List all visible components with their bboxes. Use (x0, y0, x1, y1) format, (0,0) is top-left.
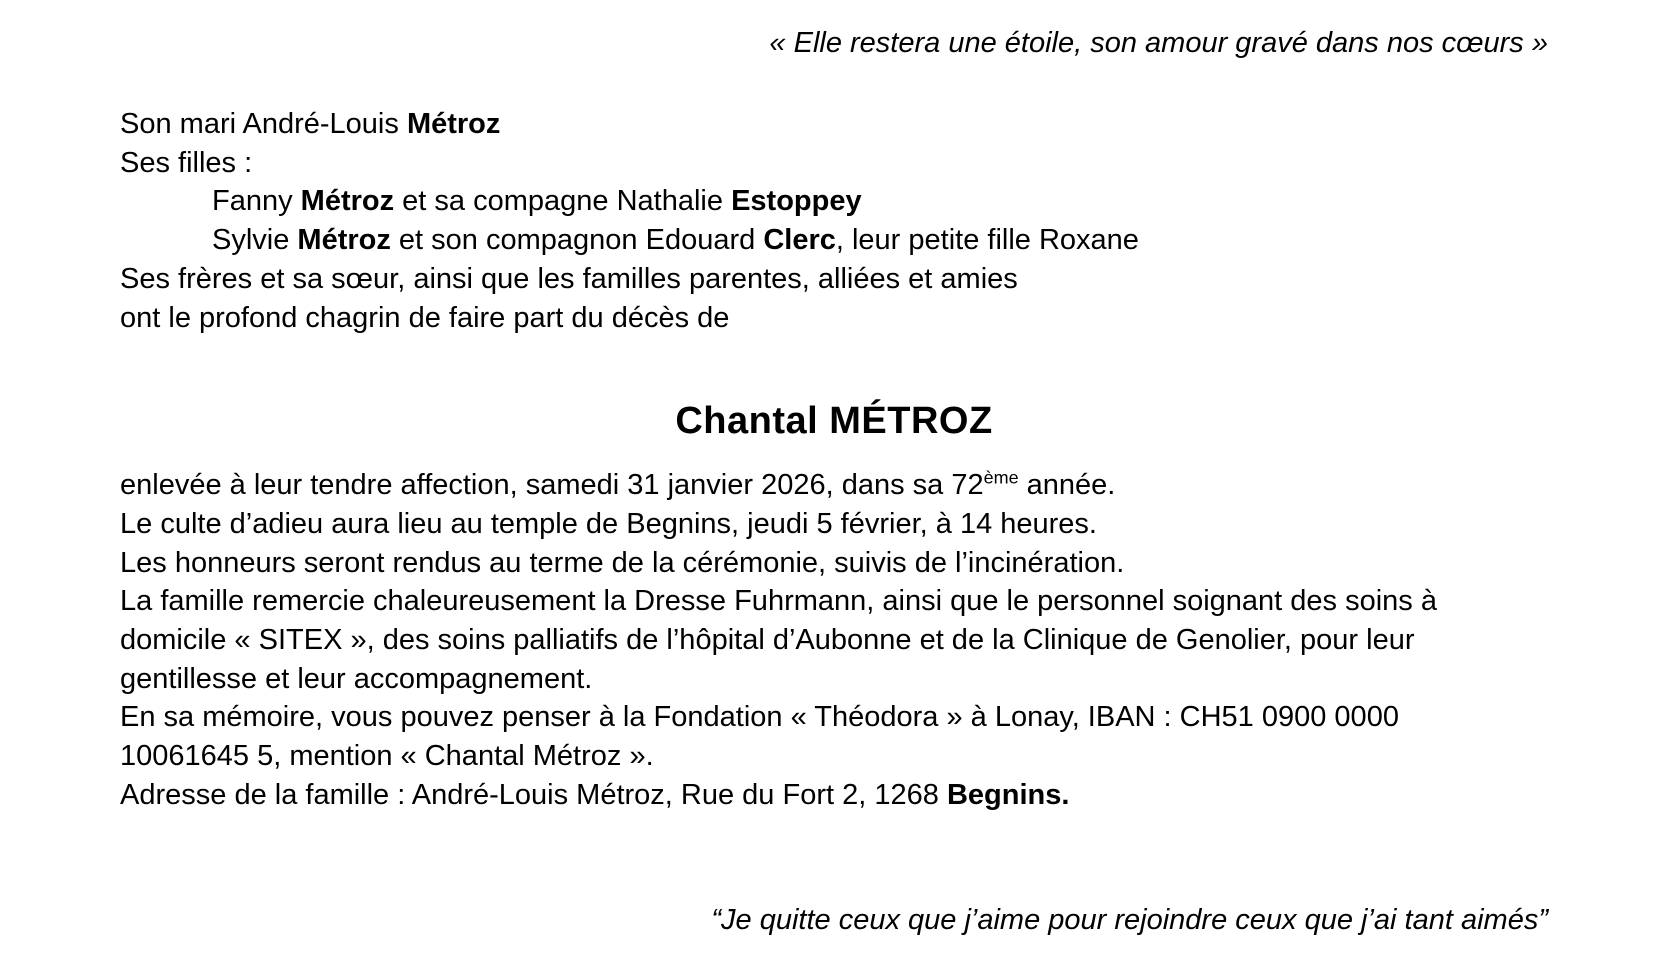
text-line (120, 182, 1548, 221)
text-run: enlevée à leur tendre affection, samedi 31 janvier 2026, dans sa 72 (120, 469, 984, 502)
text-run: 10061645 5, mention « Chantal Métroz ». (120, 740, 654, 773)
text-line (120, 544, 1548, 583)
text-line (120, 105, 1548, 144)
text-line (120, 582, 1548, 621)
superscript-run: ème (983, 467, 1019, 488)
bold-run: Métroz (297, 224, 391, 257)
bold-run: Métroz (300, 185, 395, 218)
family-announcement-block (120, 105, 1548, 337)
bold-run: Begnins. (946, 778, 1070, 811)
text-run: Ses frères et sa sœur, ainsi que les familles parentes, alliées et amies (120, 262, 1018, 295)
text-run: année. (1018, 469, 1116, 502)
announcement-body-block (120, 466, 1548, 814)
bold-run: Métroz (406, 108, 501, 140)
text-line (120, 144, 1548, 183)
bold-run: Clerc (763, 224, 836, 257)
text-line (120, 505, 1548, 544)
bold-run: Estoppey (731, 185, 862, 218)
text-run: La famille remercie chaleureusement la Dresse Fuhrmann, ainsi que le personnel soignant des soins à (120, 585, 1437, 618)
text-run: Les honneurs seront rendus au terme de la cérémonie, suivis de l’incinération. (120, 546, 1125, 579)
text-run: Son mari André-Louis (120, 108, 407, 140)
closing-quote: “Je quitte ceux que j’aime pour rejoindre ceux que j’ai tant aimés” (711, 903, 1548, 936)
text-run: domicile « SITEX », des soins palliatifs de l’hôpital d’Aubonne et de la Clinique de Genolier, pour leur (120, 624, 1415, 657)
text-run: Sylvie (212, 224, 298, 257)
text-run: , leur petite fille Roxane (835, 224, 1139, 257)
text-line (120, 737, 1548, 776)
text-run: ont le profond chagrin de faire part du décès de (120, 301, 730, 334)
text-line (120, 260, 1548, 299)
text-run: Adresse de la famille : André-Louis Métroz, Rue du Fort 2, 1268 (120, 778, 947, 811)
text-run: En sa mémoire, vous pouvez penser à la Fondation « Théodora » à Lonay, IBAN : CH51 0900 0000 (120, 701, 1399, 734)
text-run: Fanny (212, 185, 301, 218)
text-line (120, 221, 1548, 260)
text-run: Ses filles : (120, 146, 253, 179)
text-line (120, 660, 1548, 699)
text-run: et sa compagne Nathalie (394, 185, 732, 218)
text-run: et son compagnon Edouard (390, 224, 764, 257)
text-line (120, 698, 1548, 737)
opening-quote: « Elle restera une étoile, son amour gravé dans nos cœurs » (769, 27, 1548, 59)
text-line (120, 299, 1548, 338)
text-run: Le culte d’adieu aura lieu au temple de Begnins, jeudi 5 février, à 14 heures. (120, 507, 1097, 540)
text-run: gentillesse et leur accompagnement. (120, 662, 593, 695)
deceased-name-title: Chantal MÉTROZ (675, 400, 993, 443)
text-line (120, 776, 1548, 815)
text-line (120, 621, 1548, 660)
text-line (120, 466, 1548, 505)
